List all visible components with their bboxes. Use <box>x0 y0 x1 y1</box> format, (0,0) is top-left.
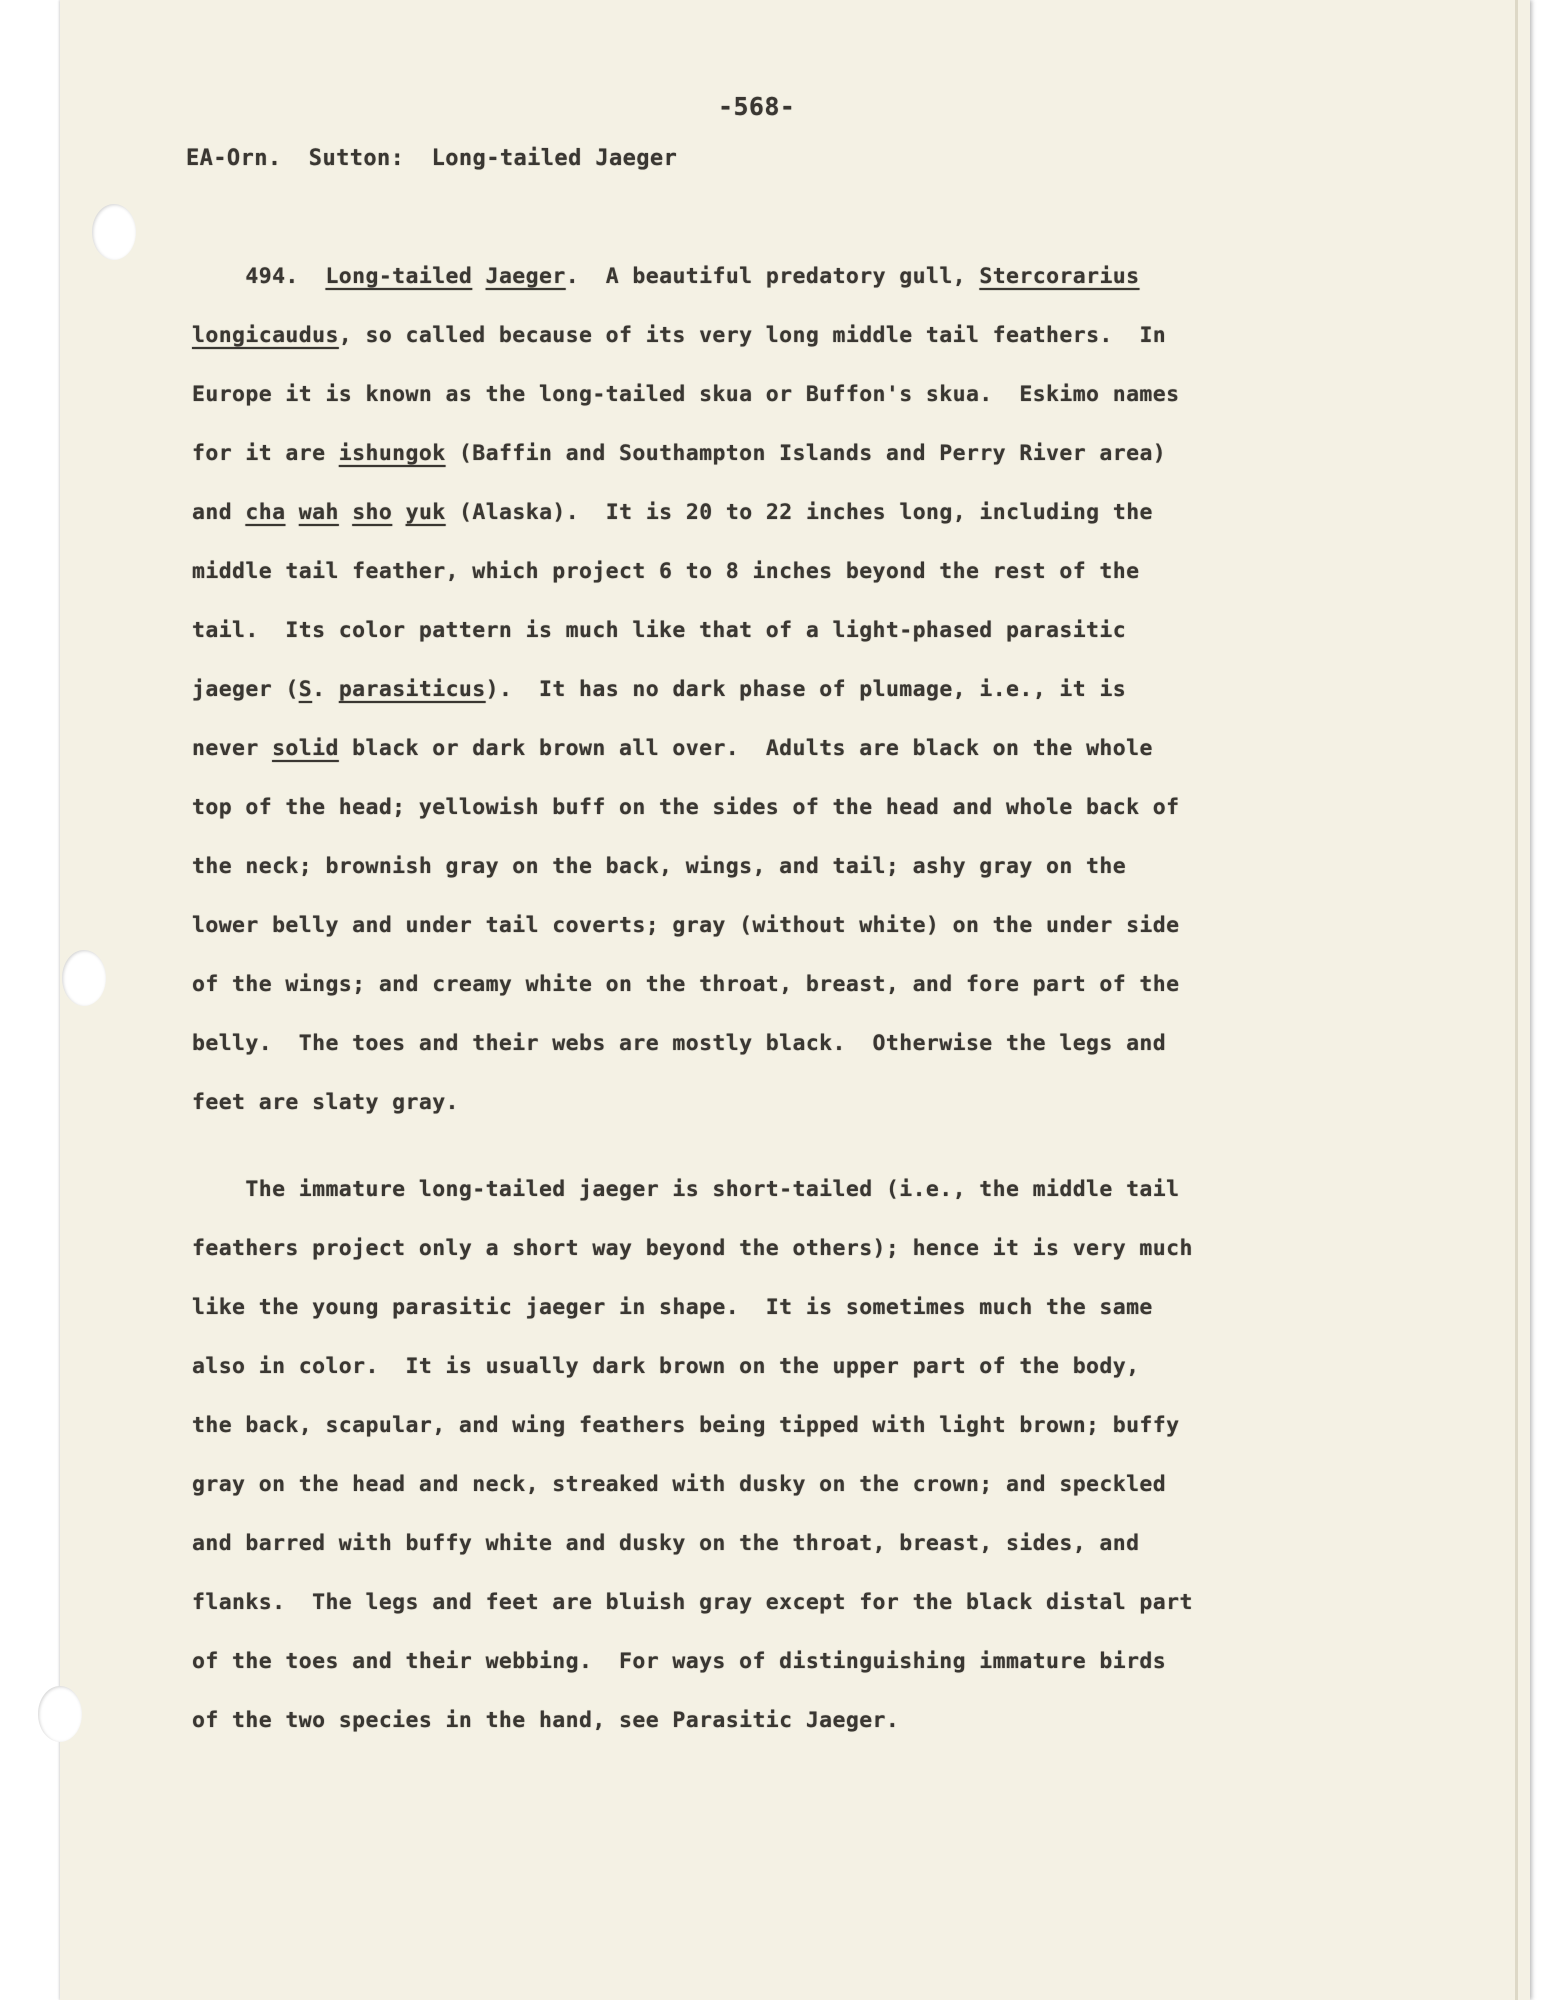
text-run: Europe it is known as the long-tailed skua or Buffon's skua. Eskimo names <box>192 382 1180 407</box>
text-run: lower belly and under tail coverts; gray (without white) on the under side <box>192 913 1180 938</box>
text-line <box>192 734 1352 793</box>
text-run: . A beautiful predatory gull, <box>565 264 980 289</box>
text-line <box>192 1175 1352 1234</box>
text-line <box>192 1470 1352 1529</box>
text-run: for it are <box>192 441 339 466</box>
text-run: top of the head; yellowish buff on the sides of the head and whole back of <box>192 795 1180 820</box>
text-run: never <box>192 736 273 761</box>
running-head: EA-Orn. Sutton: Long-tailed Jaeger <box>186 146 678 171</box>
text-line <box>192 1529 1352 1588</box>
underlined-text: Stercorarius <box>979 264 1140 289</box>
underlined-text: wah <box>298 500 339 525</box>
text-line <box>192 1588 1352 1647</box>
text-line <box>192 1411 1352 1470</box>
text-run: black or dark brown all over. Adults are black on the whole <box>338 736 1153 761</box>
text-run: , so called because of its very long middle tail feathers. In <box>338 323 1167 348</box>
text-run: also in color. It is usually dark brown on the upper part of the body, <box>192 1354 1140 1379</box>
text-run: of the two species in the hand, see Parasitic Jaeger. <box>192 1708 900 1733</box>
text-run: tail. Its color pattern is much like that of a light-phased parasitic <box>192 618 1127 643</box>
text-run: (Alaska). It is 20 to 22 inches long, including the <box>445 500 1153 525</box>
text-run <box>285 500 298 525</box>
underlined-text: solid <box>272 736 339 761</box>
text-line <box>192 1352 1352 1411</box>
text-line <box>192 911 1352 970</box>
text-run: (Baffin and Southampton Islands and Perry River area) <box>445 441 1167 466</box>
text-run: middle tail feather, which project 6 to 8 inches beyond the rest of the <box>192 559 1140 584</box>
text-line <box>192 557 1352 616</box>
text-line <box>192 321 1352 380</box>
punch-hole-bottom <box>38 1686 82 1742</box>
underlined-text: S <box>298 677 313 702</box>
text-line <box>192 1647 1352 1706</box>
text-run: ). It has no dark phase of plumage, i.e., it is <box>485 677 1127 702</box>
text-line <box>192 1234 1352 1293</box>
text-line <box>192 380 1352 439</box>
underlined-text: Jaeger <box>485 264 566 289</box>
text-run: belly. The toes and their webs are mostly black. Otherwise the legs and <box>192 1031 1167 1056</box>
text-run <box>392 500 405 525</box>
text-run <box>472 264 485 289</box>
text-run: gray on the head and neck, streaked with dusky on the crown; and speckled <box>192 1472 1167 1497</box>
text-line <box>192 675 1352 734</box>
text-run: jaeger ( <box>192 677 299 702</box>
text-run: 494. <box>192 264 326 289</box>
underlined-text: parasiticus <box>338 677 486 702</box>
text-run: the back, scapular, and wing feathers being tipped with light brown; buffy <box>192 1413 1180 1438</box>
text-line <box>192 498 1352 557</box>
text-run: and barred with buffy white and dusky on the throat, breast, sides, and <box>192 1531 1140 1556</box>
text-line <box>192 970 1352 1029</box>
text-run: The immature long-tailed jaeger is short-tailed (i.e., the middle tail <box>192 1177 1180 1202</box>
text-line <box>192 1029 1352 1088</box>
underlined-text: cha <box>245 500 286 525</box>
text-run: the neck; brownish gray on the back, wings, and tail; ashy gray on the <box>192 854 1127 879</box>
text-line <box>192 262 1352 321</box>
underlined-text: sho <box>352 500 393 525</box>
text-line <box>192 793 1352 852</box>
underlined-text: Long-tailed <box>325 264 473 289</box>
body-text <box>192 262 1352 1765</box>
underlined-text: ishungok <box>338 441 446 466</box>
text-run: and <box>192 500 246 525</box>
text-run: of the wings; and creamy white on the throat, breast, and fore part of the <box>192 972 1180 997</box>
text-run: . <box>312 677 339 702</box>
underlined-text: yuk <box>405 500 446 525</box>
text-line <box>192 1706 1352 1765</box>
text-run: flanks. The legs and feet are bluish gray except for the black distal part <box>192 1590 1193 1615</box>
text-line <box>192 1088 1352 1175</box>
text-run: feet are slaty gray. <box>192 1090 459 1115</box>
page-number: -568- <box>718 92 796 121</box>
punch-hole-middle <box>62 950 106 1006</box>
text-run <box>339 500 352 525</box>
text-line <box>192 439 1352 498</box>
text-run: like the young parasitic jaeger in shape. It is sometimes much the same <box>192 1295 1153 1320</box>
text-line <box>192 1293 1352 1352</box>
punch-hole-top <box>92 204 136 260</box>
page-edge <box>1515 0 1518 2000</box>
underlined-text: longicaudus <box>192 323 339 348</box>
text-line <box>192 852 1352 911</box>
text-line <box>192 616 1352 675</box>
text-run: of the toes and their webbing. For ways of distinguishing immature birds <box>192 1649 1167 1674</box>
text-run: feathers project only a short way beyond the others); hence it is very much <box>192 1236 1193 1261</box>
